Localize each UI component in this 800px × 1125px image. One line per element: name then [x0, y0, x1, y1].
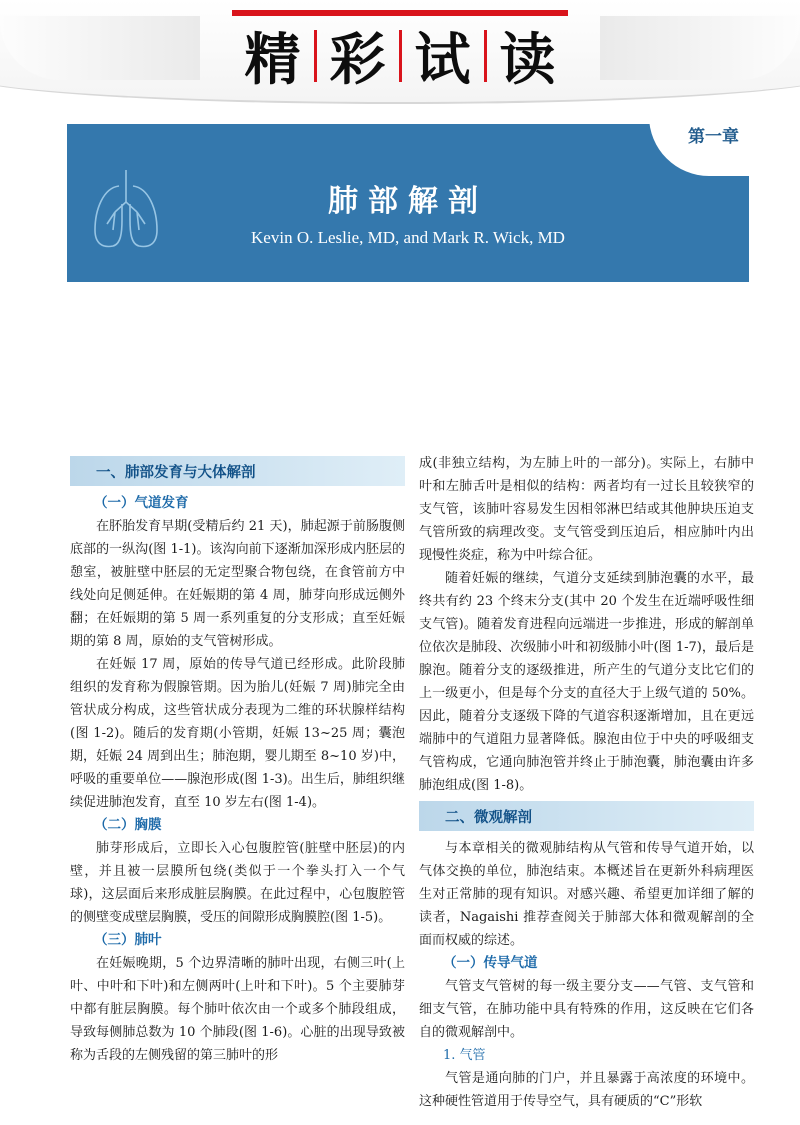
banner-char-1: 精	[244, 28, 301, 93]
banner-title	[224, 18, 576, 94]
banner-separator	[484, 30, 487, 82]
banner-char-4: 读	[499, 28, 556, 93]
subsection-pleura: （二）胸膜	[94, 817, 162, 833]
paragraph: 与本章相关的微观肺结构从气管和传导气道开始，以气体交换的单位，肺泡结束。本概述旨在更新外科病理医生对正常肺的现有知识。对感兴趣、希望更加详细了解的读者，Nagaishi 推荐查阅关于肺部大体和微观解剖的全面而权威的综述。	[419, 841, 754, 948]
chapter-header	[67, 124, 749, 282]
paragraph: 在肧胎发育早期(受精后约 21 天)，肺起源于前肠腹侧底部的一纵沟(图 1-1)。该沟向前下逐渐加深形成内胚层的憩室，被脏壁中胚层的无定型聚合物包绕，在食管前方中线处向足侧延伸。在妊娠期的第 4 周，肺芽向形成远侧外翻；在妊娠期的第 5 周一系列重复的分支形成；直至妊娠期的第 8 周，原始的支气管树形成。	[70, 519, 405, 649]
paragraph: 气管是通向肺的门户，并且暴露于高浓度的环境中。这种硬性管道用于传导空气，具有硬质的“C”形软	[419, 1071, 754, 1109]
banner-right-wing	[600, 16, 800, 80]
section-heading-2: 二、微观解剖	[419, 801, 754, 831]
subsection-trachea: 1. 气管	[443, 1048, 486, 1063]
paragraph: 肺芽形成后，立即长入心包腹腔管(脏壁中胚层)的内壁，并且被一层膜所包绕(类似于一个拳头打入一个气球)，这层面后来形成脏层胸膜。在此过程中，心包腹腔管的侧壁变成壁层胸膜，受压的间隙形成胸膜腔(图 1-5)。	[70, 841, 405, 925]
banner-separator	[399, 30, 402, 82]
paragraph: 气管支气管树的每一级主要分支——气管、支气管和细支气管，在肺功能中具有特殊的作用，这反映在它们各自的微观解剖中。	[419, 979, 754, 1040]
banner-char-2: 彩	[329, 28, 386, 93]
paragraph: 成(非独立结构，为左肺上叶的一部分)。实际上，右肺中叶和左肺舌叶是相似的结构：两者均有一过长且较狭窄的支气管，该肺叶容易发生因相邻淋巴结或其他肿块压迫支气管所致的病理改变。支气管受到压迫后，相应肺叶内出现慢性炎症，称为中叶综合征。	[419, 456, 754, 563]
right-column	[419, 452, 754, 1113]
promo-banner	[0, 0, 800, 112]
section-heading-1: 一、肺部发育与大体解剖	[70, 456, 405, 486]
chapter-number: 第一章	[688, 127, 739, 147]
paragraph: 在妊娠 17 周，原始的传导气道已经形成。此阶段肺组织的发育称为假腺管期。因为胎儿(妊娠 7 周)肺完全由管状成分构成，这些管状成分表现为二维的环状腺样结构(图 1-2)。随后的发育期(小管期，妊娠 13~25 周；囊泡期，妊娠 24 周到出生；肺泡期，婴儿期至 8~10 岁)中，呼吸的重要单位——腺泡形成(图 1-3)。出生后，肺组织继续促进肺泡发育，直至 10 岁左右(图 1-4)。	[70, 657, 405, 810]
left-column	[70, 452, 405, 1067]
subsection-lobes: （三）肺叶	[94, 932, 162, 948]
paragraph: 在妊娠晚期，5 个边界清晰的肺叶出现，右侧三叶(上叶、中叶和下叶)和左侧两叶(上叶和下叶)。5 个主要肺芽中都有脏层胸膜。每个肺叶依次由一个或多个肺段组成，导致每侧肺总数为 10 个肺段(图 1-6)。心脏的出现导致被称为舌段的左侧残留的第三肺叶的形	[70, 956, 405, 1063]
subsection-conducting-airways: （一）传导气道	[443, 955, 538, 971]
banner-left-wing	[0, 16, 200, 80]
chapter-authors: Kevin O. Leslie, MD, and Mark R. Wick, MD	[251, 228, 565, 247]
chapter-title: 肺部解剖	[328, 184, 488, 219]
paragraph: 随着妊娠的继续，气道分支延续到肺泡囊的水平，最终共有约 23 个终末分支(其中 20 个发生在近端呼吸性细支气管)。随着发育进程向远端进一步推进，形成的解剖单位依次是肺段、次级肺小叶和初级肺小叶(图 1-7)，最后是腺泡。随着分支的逐级推进，所产生的气道分支比它们的上一级更小，但是每个分支的直径大于上级气道的 50%。因此，随着分支逐级下降的气道容积逐渐增加，且在更远端肺中的气道阻力显著降低。腺泡由位于中央的呼吸细支气管构成，它通向肺泡管并终止于肺泡囊，肺泡囊由许多肺泡组成(图 1-8)。	[419, 571, 754, 793]
banner-char-3: 试	[414, 28, 471, 93]
banner-separator	[314, 30, 317, 82]
subsection-airway-development: （一）气道发育	[94, 495, 189, 511]
